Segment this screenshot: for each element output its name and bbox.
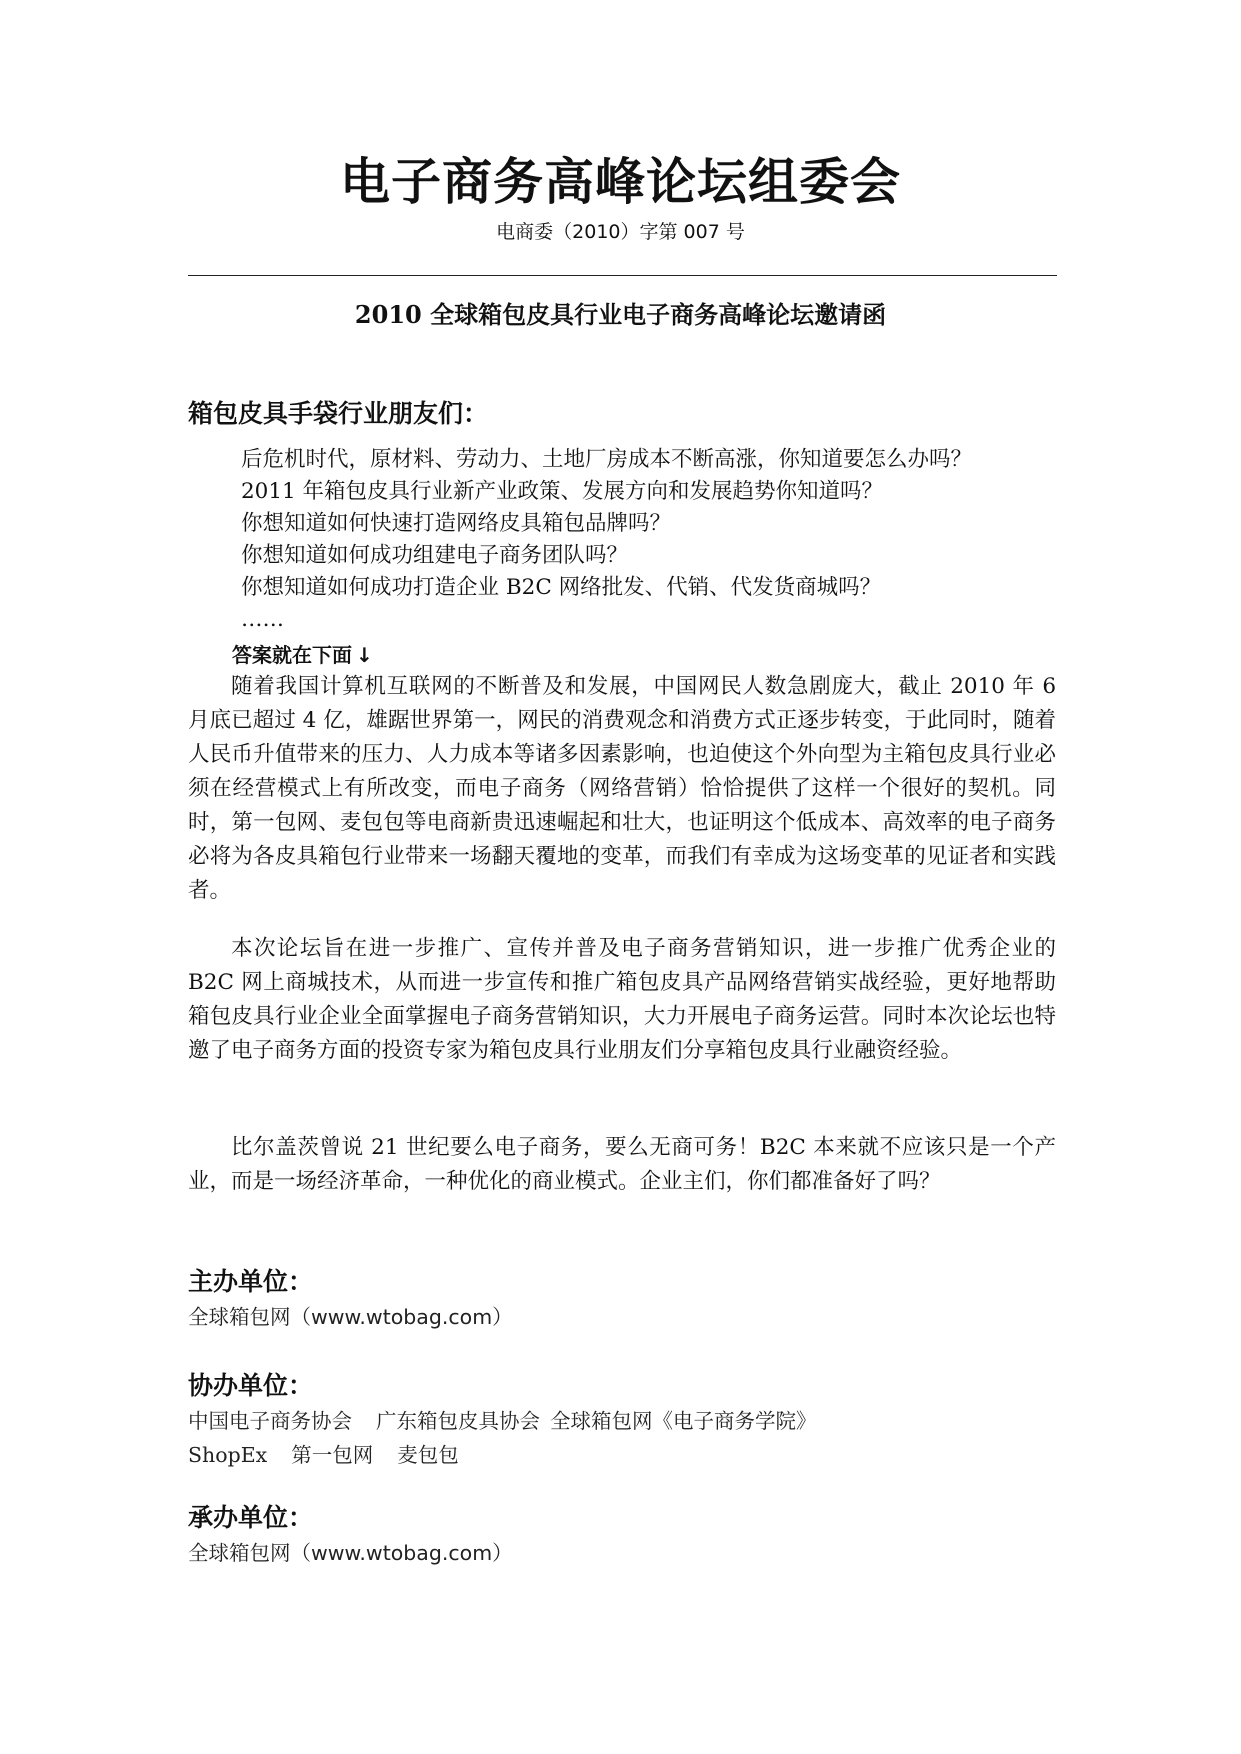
question-item: 你想知道如何成功组建电子商务团队吗？ [241,543,629,568]
organization-title: 电子商务高峰论坛组委会 [340,153,901,211]
question-item: 你想知道如何快速打造网络皮具箱包品牌吗？ [241,511,672,536]
host-heading: 主办单位： [188,1267,314,1296]
co-organizer-list [188,1406,1068,1436]
invitation-title: 2010 全球箱包皮具行业电子商务高峰论坛邀请函 [354,300,887,329]
body-paragraph: 比尔盖茨曾说 21 世纪要么电子商务，要么无商可务！B2C 本来就不应该只是一个产业，而是一场经济革命，一种优化的商业模式。企业主们，你们都准备好了吗？ [188,1135,1056,1194]
body-paragraph: 本次论坛旨在进一步推广、宣传并普及电子商务营销知识，进一步推广优秀企业的 B2C 网上商城技术，从而进一步宣传和推广箱包皮具产品网络营销实战经验，更好地帮助箱包皮具行业企业全面掌握电子商务营销知识，大力开展电子商务运营。同时本次论坛也特邀了电子商务方面的投资专家为箱包皮具行业朋友们分享箱包皮具行业融资经验。 [188,936,1056,1063]
arrow-down-icon: ↓ [356,643,373,667]
document-number: 电商委（2010）字第 007 号 [496,221,745,243]
host-name: 全球箱包网（www.wtobag.com） [188,1305,513,1329]
answer-label-text: 答案就在下面 [232,643,352,667]
question-item: 后危机时代，原材料、劳动力、土地厂房成本不断高涨，你知道要怎么办吗？ [241,447,973,472]
co-organizer-item: 麦包包 [397,1443,459,1467]
question-item: 你想知道如何成功打造企业 B2C 网络批发、代销、代发货商城吗？ [241,575,882,600]
co-organizer-heading: 协办单位： [188,1371,314,1400]
salutation: 箱包皮具手袋行业朋友们： [188,399,489,428]
co-organizer-item: 广东箱包皮具协会 [376,1409,540,1433]
co-organizer-item: 全球箱包网《电子商务学院》 [550,1409,817,1433]
question-item: 2011 年箱包皮具行业新产业政策、发展方向和发展趋势你知道吗？ [241,479,884,504]
organizer-heading: 承办单位： [188,1503,314,1532]
co-organizer-list [188,1440,1068,1470]
organizer-name: 全球箱包网（www.wtobag.com） [188,1541,513,1565]
question-list [241,444,1071,636]
co-organizer-item: 中国电子商务协会 [188,1409,352,1433]
header-divider [188,275,1057,276]
question-ellipsis: …… [241,607,284,632]
answer-label [232,640,373,670]
body-paragraph: 随着我国计算机互联网的不断普及和发展，中国网民人数急剧庞大，截止 2010 年 6 月底已超过 4 亿，雄踞世界第一，网民的消费观念和消费方式正逐步转变，于此同时，随着人民币升值带来的压力、人力成本等诸多因素影响，也迫使这个外向型为主箱包皮具行业必须在经营模式上有所改变，而电子商务（网络营销）恰恰提供了这样一个很好的契机。同时，第一包网、麦包包等电商新贵迅速崛起和壮大，也证明这个低成本、高效率的电子商务必将为各皮具箱包行业带来一场翻天覆地的变革，而我们有幸成为这场变革的见证者和实践者。 [188,674,1056,903]
co-organizer-item: ShopEx [188,1443,268,1467]
co-organizer-item: 第一包网 [291,1443,374,1467]
